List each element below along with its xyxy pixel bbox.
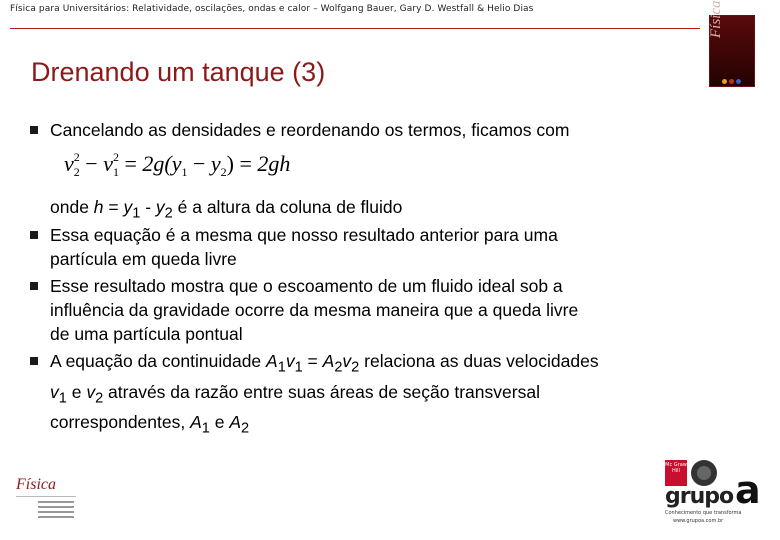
footer-logo-lines bbox=[38, 501, 74, 518]
cover-title: Física bbox=[708, 0, 724, 38]
book-cover-thumbnail bbox=[708, 0, 755, 87]
bullet-line: influência da gravidade ocorre da mesma maneira que a queda livre bbox=[50, 300, 579, 320]
bullet-marker bbox=[30, 126, 38, 134]
equation: $v_2^2 - v_1^2 = 2g(y_1 - y_2) = 2gh$ bbox=[64, 150, 291, 179]
bullet-marker bbox=[30, 282, 38, 290]
footer-logo bbox=[16, 476, 76, 521]
bullet-line: Essa equação é a mesma que nosso resultado anterior para uma bbox=[50, 225, 558, 245]
cover-dots bbox=[722, 71, 743, 89]
bullet-line: onde $h = y_1 - y_2$ é a altura da coluna de fluido bbox=[50, 197, 403, 222]
header-rule bbox=[10, 28, 700, 29]
header-text: Física para Universitários: Relatividade, oscilações, ondas e calor – Wolfgang Bauer, Gary D. Westfall & Helio Dias bbox=[10, 4, 534, 14]
footer-logo-rule bbox=[16, 496, 76, 497]
bullet-line: correspondentes, $A_1$ e $A_2$ bbox=[50, 412, 250, 437]
bullet-marker bbox=[30, 357, 38, 365]
seal-icon bbox=[691, 460, 717, 486]
bullet-line: $v_1$ e $v_2$ através da razão entre suas áreas de seção transversal bbox=[50, 381, 540, 406]
bullet-line: A equação da continuidade $A_1v_1 = A_2v_2$ relaciona as duas velocidades bbox=[50, 351, 599, 376]
mcgraw-hill-logo: Mc Graw Hill bbox=[665, 460, 687, 486]
slide-title: Drenando um tanque (3) bbox=[31, 57, 326, 87]
bullet-line: Cancelando as densidades e reordenando os termos, ficamos com bbox=[50, 120, 570, 140]
bullet-line: partícula em queda livre bbox=[50, 249, 237, 269]
grupo-tagline: Conhecimento que transforma bbox=[665, 510, 742, 516]
bullet-line: Esse resultado mostra que o escoamento de um fluido ideal sob a bbox=[50, 276, 563, 296]
bullet-line: de uma partícula pontual bbox=[50, 324, 243, 344]
grupo-a-logo: a bbox=[735, 468, 761, 512]
footer-logo-text: Física bbox=[16, 476, 56, 493]
bullet-marker bbox=[30, 231, 38, 239]
grupo-url: www.grupoa.com.br bbox=[673, 518, 724, 524]
grupo-logo-text: grupo bbox=[665, 484, 734, 509]
publisher-logo bbox=[665, 460, 765, 528]
